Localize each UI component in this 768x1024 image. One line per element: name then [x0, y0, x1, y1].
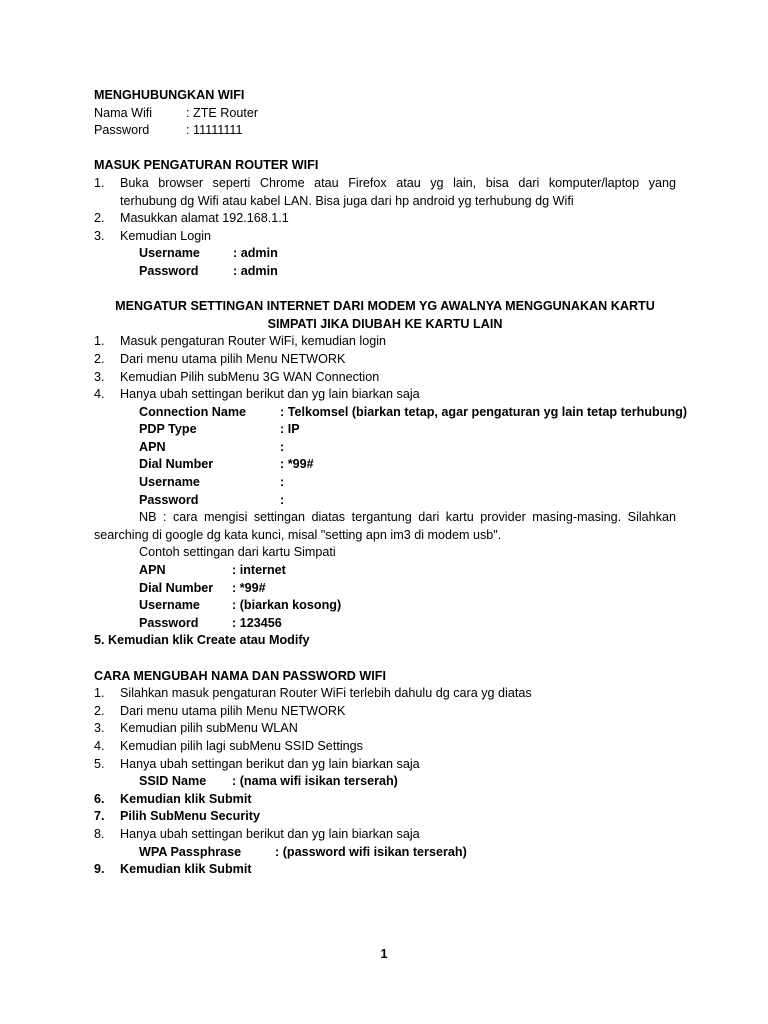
field-label: Dial Number [139, 457, 214, 472]
ssid-step-6 [94, 791, 676, 809]
step-text: Kemudian Pilih subMenu 3G WAN Connection [120, 369, 380, 384]
login-username-row [94, 245, 676, 263]
router-step-1 [94, 175, 676, 193]
field-password [94, 492, 676, 510]
example-label: Dial Number [139, 580, 214, 595]
step-text: Buka browser seperti Chrome atau Firefox atau yg lain, bisa dari komputer/laptop yang [120, 175, 676, 190]
section-title-internet-1: MENGATUR SETTINGAN INTERNET DARI MODEM YG AWALNYA MENGGUNAKAN KARTU [115, 299, 655, 314]
section-title-ssid: CARA MENGUBAH NAMA DAN PASSWORD WIFI [94, 668, 386, 683]
step-text: Kemudian pilih lagi subMenu SSID Settings [120, 738, 363, 753]
field-pdp-type [94, 421, 676, 439]
step-text: Kemudian Login [120, 228, 212, 243]
note-line-1 [94, 509, 676, 527]
step-number: 4. [94, 738, 105, 753]
step-number: 2. [94, 703, 105, 718]
step-number: 2. [94, 211, 105, 226]
step-number: 1. [94, 686, 105, 701]
internet-step-1 [94, 333, 676, 351]
router-step-3 [94, 228, 676, 246]
note-text: NB : cara mengisi settingan diatas tergantung dari kartu provider masing-masing. Silahkan [139, 510, 676, 525]
ssid-step-4 [94, 738, 676, 756]
internet-step-3 [94, 369, 676, 387]
step-text: Kemudian klik Submit [120, 862, 252, 877]
step-text: Masukkan alamat 192.168.1.1 [120, 211, 289, 226]
field-value: : IP [280, 422, 300, 437]
ssid-step-5 [94, 756, 676, 774]
example-label: Username [139, 598, 200, 613]
ssid-name-label: SSID Name [139, 774, 207, 789]
step-number: 3. [94, 369, 105, 384]
wifi-password-label: Password [94, 123, 150, 138]
step-text: Masuk pengaturan Router WiFi, kemudian login [120, 334, 386, 349]
login-password-row [94, 263, 676, 281]
step-text: Hanya ubah settingan berikut dan yg lain biarkan saja [120, 756, 420, 771]
wpa-passphrase-value: : (password wifi isikan terserah) [275, 844, 467, 859]
field-label: APN [139, 439, 166, 454]
ssid-step-1 [94, 685, 676, 703]
step-number: 2. [94, 351, 105, 366]
field-username [94, 474, 676, 492]
example-label: APN [139, 563, 166, 578]
step-text: Kemudian pilih subMenu WLAN [120, 721, 298, 736]
ssid-name-row [94, 773, 676, 791]
ssid-step-9 [94, 861, 676, 879]
step-number: 7. [94, 809, 105, 824]
router-step-1-cont: terhubung dg Wifi atau kabel LAN. Bisa juga dari hp android yg terhubung dg Wifi [120, 193, 574, 208]
router-step-2 [94, 210, 676, 228]
step-text: Hanya ubah settingan berikut dan yg lain biarkan saja [120, 387, 420, 402]
section-title-wifi: MENGHUBUNGKAN WIFI [94, 88, 245, 102]
step-number: 3. [94, 721, 105, 736]
login-username-value: : admin [233, 246, 278, 261]
wifi-password-value: : 11111111 [186, 123, 243, 138]
wpa-passphrase-label: WPA Passphrase [139, 844, 242, 859]
wifi-password-row [94, 122, 676, 140]
ssid-step-8 [94, 826, 676, 844]
wpa-passphrase-row [94, 844, 676, 862]
step-number: 5. [94, 756, 105, 771]
step-number: 1. [94, 334, 105, 349]
ssid-name-value: : (nama wifi isikan terserah) [232, 774, 398, 789]
section-title-router: MASUK PENGATURAN ROUTER WIFI [94, 158, 319, 173]
step-text: Dari menu utama pilih Menu NETWORK [120, 703, 346, 718]
example-password [94, 615, 676, 633]
field-value: : [280, 475, 285, 490]
wifi-name-label: Nama Wifi [94, 105, 153, 120]
wifi-name-value: : ZTE Router [186, 105, 259, 120]
field-value: : [280, 439, 285, 454]
step-number: 8. [94, 826, 105, 841]
page-number: 1 [380, 947, 388, 961]
step-text: Dari menu utama pilih Menu NETWORK [120, 351, 346, 366]
step-number: 1. [94, 175, 105, 190]
login-password-label: Password [139, 263, 199, 278]
step-number: 6. [94, 791, 105, 806]
field-value: : *99# [280, 457, 314, 472]
ssid-step-2 [94, 703, 676, 721]
example-apn [94, 562, 676, 580]
example-value: : 123456 [232, 615, 282, 630]
step-number: 4. [94, 387, 105, 402]
example-title: Contoh settingan dari kartu Simpati [139, 545, 336, 560]
document-page [94, 87, 688, 879]
example-value: : internet [232, 563, 286, 578]
field-value: : Telkomsel (biarkan tetap, agar pengaturan yg lain tetap terhubung) [280, 404, 688, 419]
ssid-step-3 [94, 720, 676, 738]
example-dial-number [94, 580, 676, 598]
step-text: Silahkan masuk pengaturan Router WiFi terlebih dahulu dg cara yg diatas [120, 686, 532, 701]
step-number: 9. [94, 862, 105, 877]
wifi-name-row [94, 105, 676, 123]
field-label: Password [139, 492, 199, 507]
field-label: Connection Name [139, 404, 247, 419]
login-password-value: : admin [233, 263, 278, 278]
example-value: : *99# [232, 580, 266, 595]
internet-step-5: 5. Kemudian klik Create atau Modify [94, 633, 310, 648]
step-text: Kemudian klik Submit [120, 791, 252, 806]
field-value: : [280, 492, 285, 507]
step-number: 3. [94, 228, 105, 243]
field-label: PDP Type [139, 422, 197, 437]
step-text: Hanya ubah settingan berikut dan yg lain biarkan saja [120, 826, 420, 841]
internet-step-4 [94, 386, 676, 404]
note-line-2: searching di google dg kata kunci, misal "setting apn im3 di modem usb". [94, 527, 502, 542]
section-title-internet-2: SIMPATI JIKA DIUBAH KE KARTU LAIN [267, 316, 503, 331]
example-label: Password [139, 615, 199, 630]
field-connection-name [94, 404, 688, 422]
example-value: : (biarkan kosong) [232, 598, 342, 613]
field-dial-number [94, 456, 676, 474]
example-username [94, 597, 676, 615]
field-label: Username [139, 475, 200, 490]
field-apn [94, 439, 676, 457]
login-username-label: Username [139, 246, 200, 261]
step-text: Pilih SubMenu Security [120, 809, 260, 824]
internet-step-2 [94, 351, 676, 369]
ssid-step-7 [94, 808, 676, 826]
